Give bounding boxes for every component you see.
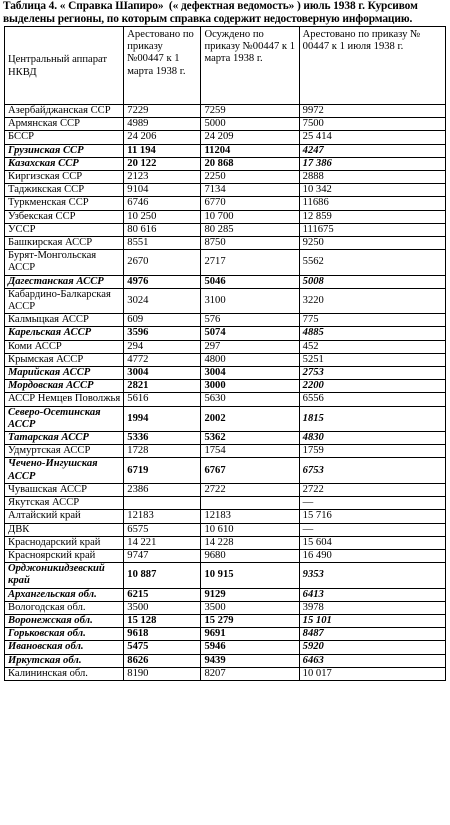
table-row: [5, 184, 446, 197]
arrested-july-cell: 17 386: [299, 157, 445, 170]
table-caption: Таблица 4. « Справка Шапиро» (« дефектная ведомость» ) июль 1938 г. Курсивом выделены регионы, по которым справка содержит недостоверную информацию.: [3, 0, 421, 25]
arrested-july-cell: 9972: [299, 105, 445, 118]
convicted-march-cell: 3000: [201, 380, 299, 393]
arrested-july-cell: 4247: [299, 144, 445, 157]
region-cell: Мордовская АССР: [5, 380, 124, 393]
arrested-march-cell: 6746: [124, 197, 201, 210]
header-row: [5, 27, 446, 105]
region-cell: Узбекская ССР: [5, 210, 124, 223]
arrested-july-cell: 9250: [299, 237, 445, 250]
arrested-march-cell: 5616: [124, 393, 201, 406]
table-row: [5, 380, 446, 393]
arrested-march-cell: 8551: [124, 237, 201, 250]
arrested-march-cell: 5336: [124, 432, 201, 445]
arrested-july-cell: 5251: [299, 353, 445, 366]
table-row: [5, 432, 446, 445]
region-cell: Архангельская обл.: [5, 588, 124, 601]
arrested-march-cell: 3596: [124, 327, 201, 340]
region-cell: Якутская АССР: [5, 497, 124, 510]
table-row: [5, 588, 446, 601]
arrested-march-cell: 24 206: [124, 131, 201, 144]
table-row: [5, 340, 446, 353]
table-row: [5, 314, 446, 327]
arrested-march-cell: 12183: [124, 510, 201, 523]
region-cell: Туркменская ССР: [5, 197, 124, 210]
data-table: [4, 26, 446, 681]
convicted-march-cell: 5046: [201, 275, 299, 288]
arrested-march-cell: 9747: [124, 549, 201, 562]
table-row: [5, 237, 446, 250]
region-cell: Краснодарский край: [5, 536, 124, 549]
table-row: [5, 327, 446, 340]
convicted-march-cell: 7134: [201, 184, 299, 197]
convicted-march-cell: 7259: [201, 105, 299, 118]
convicted-march-cell: 5362: [201, 432, 299, 445]
arrested-july-cell: 16 490: [299, 549, 445, 562]
arrested-march-cell: 3500: [124, 601, 201, 614]
arrested-july-cell: 6463: [299, 654, 445, 667]
convicted-march-cell: 5000: [201, 118, 299, 131]
convicted-march-cell: 15 279: [201, 614, 299, 627]
convicted-march-cell: 6767: [201, 458, 299, 483]
convicted-march-cell: 8750: [201, 237, 299, 250]
table-row: [5, 654, 446, 667]
table-row: [5, 601, 446, 614]
table-row: [5, 406, 446, 431]
arrested-july-cell: 3220: [299, 288, 445, 313]
convicted-march-cell: 9680: [201, 549, 299, 562]
arrested-march-cell: 10 250: [124, 210, 201, 223]
table-row: [5, 445, 446, 458]
convicted-march-cell: 5946: [201, 641, 299, 654]
region-cell: Кабардино-Балкарская АССР: [5, 288, 124, 313]
arrested-july-cell: —: [299, 497, 445, 510]
convicted-march-cell: 576: [201, 314, 299, 327]
arrested-july-cell: 12 859: [299, 210, 445, 223]
table-row: [5, 628, 446, 641]
arrested-march-cell: 15 128: [124, 614, 201, 627]
convicted-march-cell: 20 868: [201, 157, 299, 170]
table-row: [5, 458, 446, 483]
arrested-march-cell: 20 122: [124, 157, 201, 170]
convicted-march-cell: 80 285: [201, 223, 299, 236]
convicted-march-cell: 2717: [201, 250, 299, 275]
arrested-july-cell: 5008: [299, 275, 445, 288]
arrested-march-cell: 3024: [124, 288, 201, 313]
arrested-july-cell: 15 604: [299, 536, 445, 549]
header-cell-convicted-march: Осуждено по приказу №00447 к 1 марта 1938 г.: [201, 27, 299, 105]
table-row: [5, 483, 446, 496]
arrested-march-cell: 1994: [124, 406, 201, 431]
region-cell: Северо-Осетинская АССР: [5, 406, 124, 431]
region-cell: Чувашская АССР: [5, 483, 124, 496]
region-cell: Орджоникидзевский край: [5, 563, 124, 588]
region-cell: Бурят-Монгольская АССР: [5, 250, 124, 275]
arrested-july-cell: 4830: [299, 432, 445, 445]
arrested-july-cell: 15 101: [299, 614, 445, 627]
region-cell: УССР: [5, 223, 124, 236]
convicted-march-cell: 3500: [201, 601, 299, 614]
arrested-march-cell: 1728: [124, 445, 201, 458]
header-cell-arrested-july: Арестовано по приказу № 00447 к 1 июля 1938 г.: [299, 27, 445, 105]
arrested-july-cell: 1759: [299, 445, 445, 458]
convicted-march-cell: 2250: [201, 171, 299, 184]
arrested-july-cell: 5562: [299, 250, 445, 275]
region-cell: Армянская ССР: [5, 118, 124, 131]
table-body: [5, 27, 446, 681]
arrested-july-cell: 452: [299, 340, 445, 353]
table-row: [5, 523, 446, 536]
region-cell: Горьковская обл.: [5, 628, 124, 641]
region-cell: АССР Немцев Поволжья: [5, 393, 124, 406]
region-cell: Киргизская ССР: [5, 171, 124, 184]
convicted-march-cell: 12183: [201, 510, 299, 523]
convicted-march-cell: [201, 497, 299, 510]
arrested-march-cell: 6215: [124, 588, 201, 601]
arrested-march-cell: 4976: [124, 275, 201, 288]
convicted-march-cell: 11204: [201, 144, 299, 157]
region-cell: Азербайджанская ССР: [5, 105, 124, 118]
table-row: [5, 563, 446, 588]
convicted-march-cell: 5074: [201, 327, 299, 340]
table-row: [5, 641, 446, 654]
table-row: [5, 549, 446, 562]
region-cell: Воронежская обл.: [5, 614, 124, 627]
convicted-march-cell: 24 209: [201, 131, 299, 144]
table-row: [5, 275, 446, 288]
arrested-july-cell: 1815: [299, 406, 445, 431]
arrested-march-cell: 4772: [124, 353, 201, 366]
arrested-july-cell: —: [299, 523, 445, 536]
arrested-march-cell: 2670: [124, 250, 201, 275]
arrested-july-cell: 11686: [299, 197, 445, 210]
arrested-july-cell: 6556: [299, 393, 445, 406]
table-row: [5, 250, 446, 275]
table-row: [5, 536, 446, 549]
arrested-march-cell: 8626: [124, 654, 201, 667]
arrested-march-cell: 7229: [124, 105, 201, 118]
table-row: [5, 614, 446, 627]
arrested-march-cell: 11 194: [124, 144, 201, 157]
table-row: [5, 353, 446, 366]
region-cell: Вологодская обл.: [5, 601, 124, 614]
arrested-march-cell: 609: [124, 314, 201, 327]
header-cell-region: Центральный аппарат НКВД: [5, 27, 124, 105]
convicted-march-cell: 297: [201, 340, 299, 353]
region-cell: БССР: [5, 131, 124, 144]
convicted-march-cell: 4800: [201, 353, 299, 366]
region-cell: Марийская АССР: [5, 367, 124, 380]
region-cell: Коми АССР: [5, 340, 124, 353]
region-cell: Красноярский край: [5, 549, 124, 562]
table-row: [5, 171, 446, 184]
convicted-march-cell: 9439: [201, 654, 299, 667]
table-row: [5, 105, 446, 118]
convicted-march-cell: 2002: [201, 406, 299, 431]
region-cell: Грузинская ССР: [5, 144, 124, 157]
arrested-march-cell: 80 616: [124, 223, 201, 236]
convicted-march-cell: 10 610: [201, 523, 299, 536]
arrested-july-cell: 15 716: [299, 510, 445, 523]
table-row: [5, 223, 446, 236]
arrested-march-cell: 3004: [124, 367, 201, 380]
arrested-march-cell: 294: [124, 340, 201, 353]
table-row: [5, 144, 446, 157]
arrested-july-cell: 10 017: [299, 667, 445, 680]
region-cell: Татарская АССР: [5, 432, 124, 445]
table-row: [5, 667, 446, 680]
region-cell: Чечено-Ингушская АССР: [5, 458, 124, 483]
table-row: [5, 118, 446, 131]
arrested-july-cell: 2753: [299, 367, 445, 380]
arrested-march-cell: 10 887: [124, 563, 201, 588]
region-cell: Калининская обл.: [5, 667, 124, 680]
convicted-march-cell: 10 915: [201, 563, 299, 588]
region-cell: Дагестанская АССР: [5, 275, 124, 288]
arrested-july-cell: 775: [299, 314, 445, 327]
arrested-march-cell: 9618: [124, 628, 201, 641]
region-cell: Крымская АССР: [5, 353, 124, 366]
region-cell: Ивановская обл.: [5, 641, 124, 654]
table-row: [5, 288, 446, 313]
arrested-july-cell: 4885: [299, 327, 445, 340]
arrested-march-cell: 8190: [124, 667, 201, 680]
convicted-march-cell: 9129: [201, 588, 299, 601]
region-cell: Калмыцкая АССР: [5, 314, 124, 327]
convicted-march-cell: 8207: [201, 667, 299, 680]
region-cell: ДВК: [5, 523, 124, 536]
arrested-march-cell: 14 221: [124, 536, 201, 549]
arrested-july-cell: 10 342: [299, 184, 445, 197]
region-cell: Карельская АССР: [5, 327, 124, 340]
arrested-july-cell: 2888: [299, 171, 445, 184]
arrested-july-cell: 6753: [299, 458, 445, 483]
arrested-july-cell: 25 414: [299, 131, 445, 144]
arrested-march-cell: 4989: [124, 118, 201, 131]
region-cell: Таджикская ССР: [5, 184, 124, 197]
convicted-march-cell: 5630: [201, 393, 299, 406]
arrested-july-cell: 6413: [299, 588, 445, 601]
convicted-march-cell: 10 700: [201, 210, 299, 223]
header-cell-arrested-march: Арестовано по приказу №00447 к 1 марта 1938 г.: [124, 27, 201, 105]
arrested-march-cell: 9104: [124, 184, 201, 197]
region-cell: Удмуртская АССР: [5, 445, 124, 458]
arrested-march-cell: [124, 497, 201, 510]
convicted-march-cell: 3100: [201, 288, 299, 313]
arrested-july-cell: 111675: [299, 223, 445, 236]
convicted-march-cell: 3004: [201, 367, 299, 380]
table-row: [5, 197, 446, 210]
table-row: [5, 131, 446, 144]
convicted-march-cell: 14 228: [201, 536, 299, 549]
convicted-march-cell: 9691: [201, 628, 299, 641]
region-cell: Иркутская обл.: [5, 654, 124, 667]
convicted-march-cell: 6770: [201, 197, 299, 210]
table-row: [5, 210, 446, 223]
arrested-march-cell: 2123: [124, 171, 201, 184]
convicted-march-cell: 1754: [201, 445, 299, 458]
table-row: [5, 497, 446, 510]
table-row: [5, 510, 446, 523]
arrested-march-cell: 6575: [124, 523, 201, 536]
table-row: [5, 157, 446, 170]
region-cell: Башкирская АССР: [5, 237, 124, 250]
arrested-july-cell: 3978: [299, 601, 445, 614]
table-row: [5, 393, 446, 406]
table-row: [5, 367, 446, 380]
arrested-july-cell: 2200: [299, 380, 445, 393]
arrested-march-cell: 5475: [124, 641, 201, 654]
arrested-july-cell: 9353: [299, 563, 445, 588]
arrested-march-cell: 2386: [124, 483, 201, 496]
arrested-march-cell: 2821: [124, 380, 201, 393]
arrested-july-cell: 8487: [299, 628, 445, 641]
arrested-july-cell: 7500: [299, 118, 445, 131]
region-cell: Алтайский край: [5, 510, 124, 523]
convicted-march-cell: 2722: [201, 483, 299, 496]
region-cell: Казахская ССР: [5, 157, 124, 170]
arrested-march-cell: 6719: [124, 458, 201, 483]
arrested-july-cell: 5920: [299, 641, 445, 654]
arrested-july-cell: 2722: [299, 483, 445, 496]
